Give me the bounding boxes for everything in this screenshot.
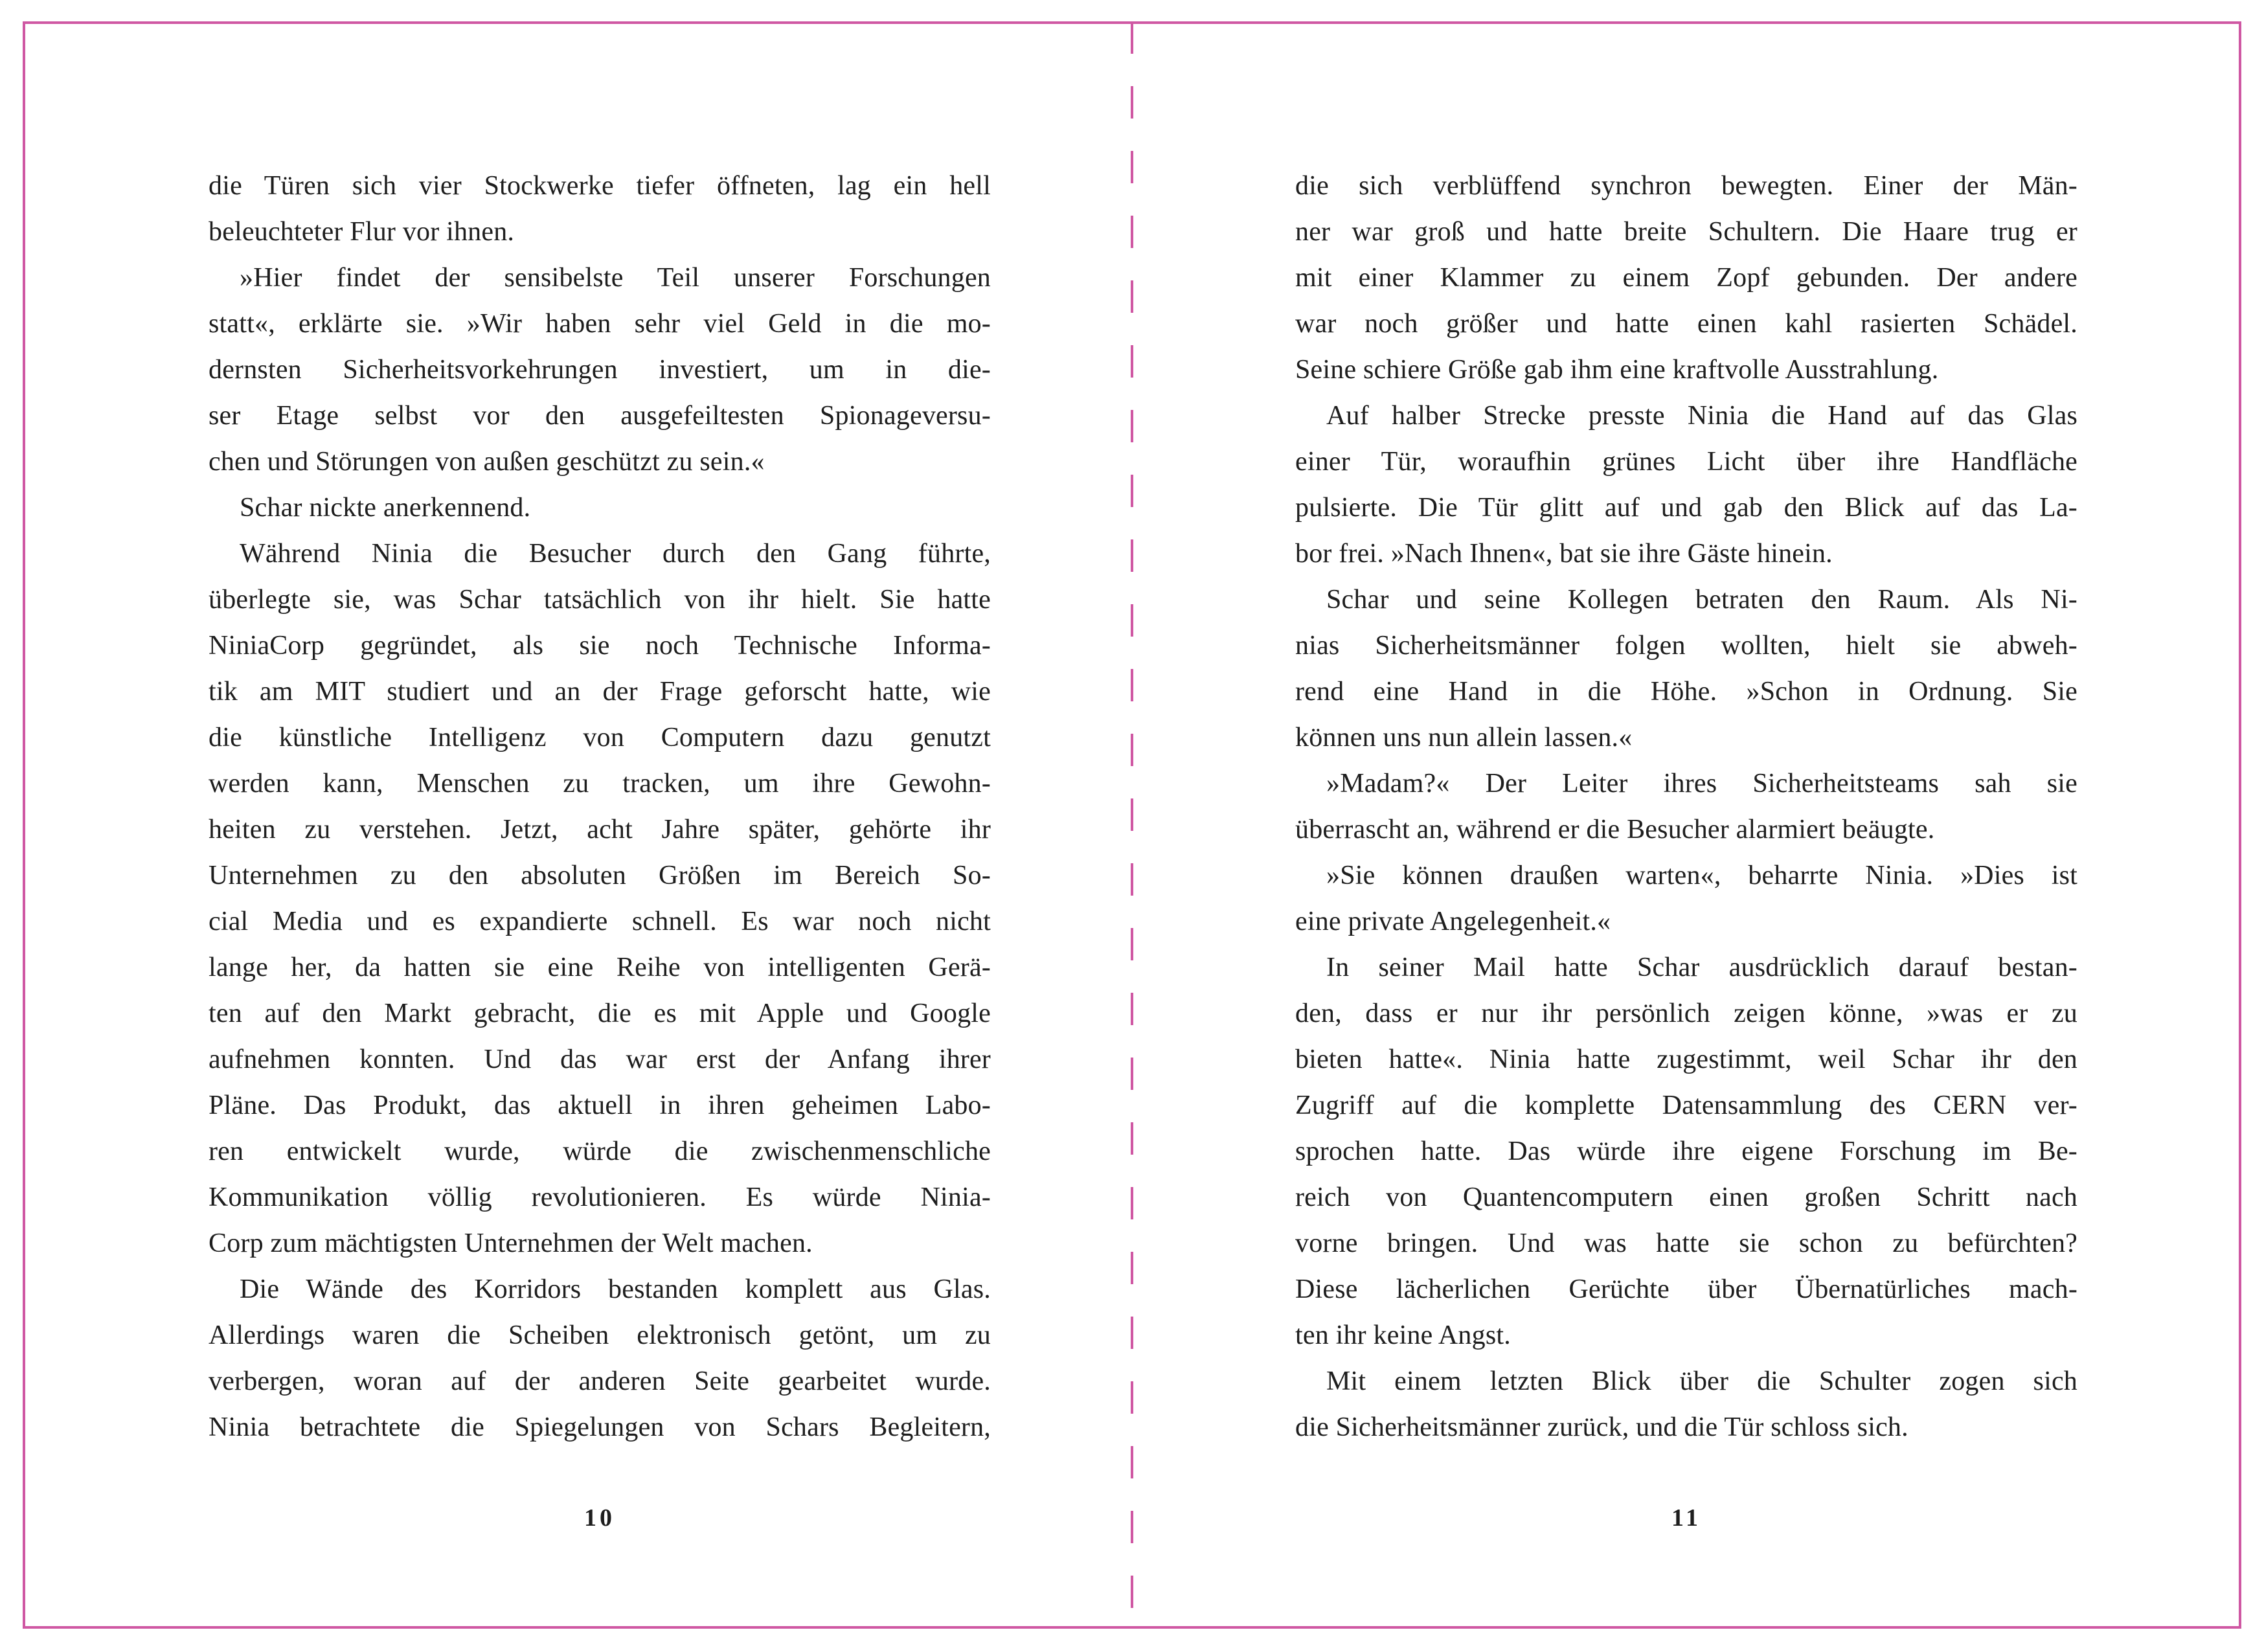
text-line: tik am MIT studiert und an der Frage geforscht hatte, wie — [209, 677, 991, 707]
text-line: cial Media und es expandierte schnell. Es war noch nicht — [209, 907, 991, 936]
text-line: NiniaCorp gegründet, als sie noch Technische Informa- — [209, 631, 991, 661]
text-line: »Sie können draußen warten«, beharrte Ninia. »Dies ist — [1326, 861, 2077, 890]
text-line: ren entwickelt wurde, würde die zwischenmenschliche — [209, 1137, 991, 1166]
text-line: In seiner Mail hatte Schar ausdrücklich darauf bestan- — [1326, 953, 2077, 982]
text-line: Auf halber Strecke presste Ninia die Hand auf das Glas — [1326, 401, 2077, 431]
text-line: Während Ninia die Besucher durch den Gang führte, — [240, 539, 991, 569]
text-line: überrascht an, während er die Besucher alarmiert beäugte. — [1295, 815, 1935, 844]
text-line: werden kann, Menschen zu tracken, um ihre Gewohn- — [209, 769, 991, 798]
text-line: die künstliche Intelligenz von Computern dazu genutzt — [209, 723, 991, 752]
text-line: sprochen hatte. Das würde ihre eigene Forschung im Be- — [1295, 1137, 2077, 1166]
text-line: »Madam?« Der Leiter ihres Sicherheitsteams sah sie — [1326, 769, 2077, 798]
text-line: Pläne. Das Produkt, das aktuell in ihren geheimen Labo- — [209, 1091, 991, 1120]
text-line: dernsten Sicherheitsvorkehrungen investiert, um in die- — [209, 355, 991, 385]
text-line: mit einer Klammer zu einem Zopf gebunden. Der andere — [1295, 263, 2077, 293]
text-line: Corp zum mächtigsten Unternehmen der Welt machen. — [209, 1228, 813, 1258]
text-line: die Türen sich vier Stockwerke tiefer öffneten, lag ein hell — [209, 171, 991, 201]
text-line: reich von Quantencomputern einen großen Schritt nach — [1295, 1182, 2077, 1212]
text-line: rend eine Hand in die Höhe. »Schon in Ordnung. Sie — [1295, 677, 2077, 707]
text-line: ner war groß und hatte breite Schultern. Die Haare trug er — [1295, 217, 2077, 247]
page-left-text — [209, 163, 991, 1451]
text-line: Diese lächerlichen Gerüchte über Übernatürliches mach- — [1295, 1274, 2077, 1304]
text-line: Zugriff auf die komplette Datensammlung des CERN ver- — [1295, 1091, 2077, 1120]
text-line: die Sicherheitsmänner zurück, und die Tür schloss sich. — [1295, 1412, 1908, 1442]
text-line: pulsierte. Die Tür glitt auf und gab den Blick auf das La- — [1295, 493, 2077, 523]
text-line: »Hier findet der sensibelste Teil unserer Forschungen — [240, 263, 991, 293]
text-line: ser Etage selbst vor den ausgefeiltesten Spionageversu- — [209, 401, 991, 431]
text-line: überlegte sie, was Schar tatsächlich von ihr hielt. Sie hatte — [209, 585, 991, 615]
page-number-right: 11 — [1671, 1504, 1701, 1532]
text-line: Schar nickte anerkennend. — [240, 493, 531, 523]
center-fold-dashed-line — [1131, 21, 1133, 1629]
text-line: war noch größer und hatte einen kahl rasierten Schädel. — [1295, 309, 2077, 339]
text-line: aufnehmen konnten. Und das war erst der Anfang ihrer — [209, 1045, 991, 1074]
text-line: Mit einem letzten Blick über die Schulter zogen sich — [1326, 1366, 2077, 1396]
page-right-text — [1295, 163, 2077, 1451]
text-line: lange her, da hatten sie eine Reihe von intelligenten Gerä- — [209, 953, 991, 982]
text-line: Die Wände des Korridors bestanden komplett aus Glas. — [240, 1274, 991, 1304]
text-line: können uns nun allein lassen.« — [1295, 723, 1633, 752]
text-line: die sich verblüffend synchron bewegten. Einer der Män- — [1295, 171, 2077, 201]
text-line: Kommunikation völlig revolutionieren. Es würde Ninia- — [209, 1182, 991, 1212]
text-line: bor frei. »Nach Ihnen«, bat sie ihre Gäste hinein. — [1295, 539, 1833, 569]
text-line: einer Tür, woraufhin grünes Licht über ihre Handfläche — [1295, 447, 2077, 477]
text-line: Ninia betrachtete die Spiegelungen von Schars Begleitern, — [209, 1412, 991, 1442]
text-line: Unternehmen zu den absoluten Größen im Bereich So- — [209, 861, 991, 890]
text-line: statt«, erklärte sie. »Wir haben sehr viel Geld in die mo- — [209, 309, 991, 339]
text-line: den, dass er nur ihr persönlich zeigen könne, »was er zu — [1295, 999, 2077, 1028]
text-line: Schar und seine Kollegen betraten den Raum. Als Ni- — [1326, 585, 2077, 615]
text-line: bieten hatte«. Ninia hatte zugestimmt, weil Schar ihr den — [1295, 1045, 2077, 1074]
text-line: Allerdings waren die Scheiben elektronisch getönt, um zu — [209, 1320, 991, 1350]
text-line: eine private Angelegenheit.« — [1295, 907, 1611, 936]
text-line: beleuchteter Flur vor ihnen. — [209, 217, 515, 247]
text-line: heiten zu verstehen. Jetzt, acht Jahre später, gehörte ihr — [209, 815, 991, 844]
text-line: Seine schiere Größe gab ihm eine kraftvolle Ausstrahlung. — [1295, 355, 1939, 385]
page-number-left: 10 — [584, 1504, 615, 1532]
text-line: verbergen, woran auf der anderen Seite gearbeitet wurde. — [209, 1366, 991, 1396]
text-line: nias Sicherheitsmänner folgen wollten, hielt sie abweh- — [1295, 631, 2077, 661]
text-line: ten ihr keine Angst. — [1295, 1320, 1511, 1350]
text-line: vorne bringen. Und was hatte sie schon zu befürchten? — [1295, 1228, 2077, 1258]
text-line: chen und Störungen von außen geschützt zu sein.« — [209, 447, 765, 477]
text-line: ten auf den Markt gebracht, die es mit Apple und Google — [209, 999, 991, 1028]
